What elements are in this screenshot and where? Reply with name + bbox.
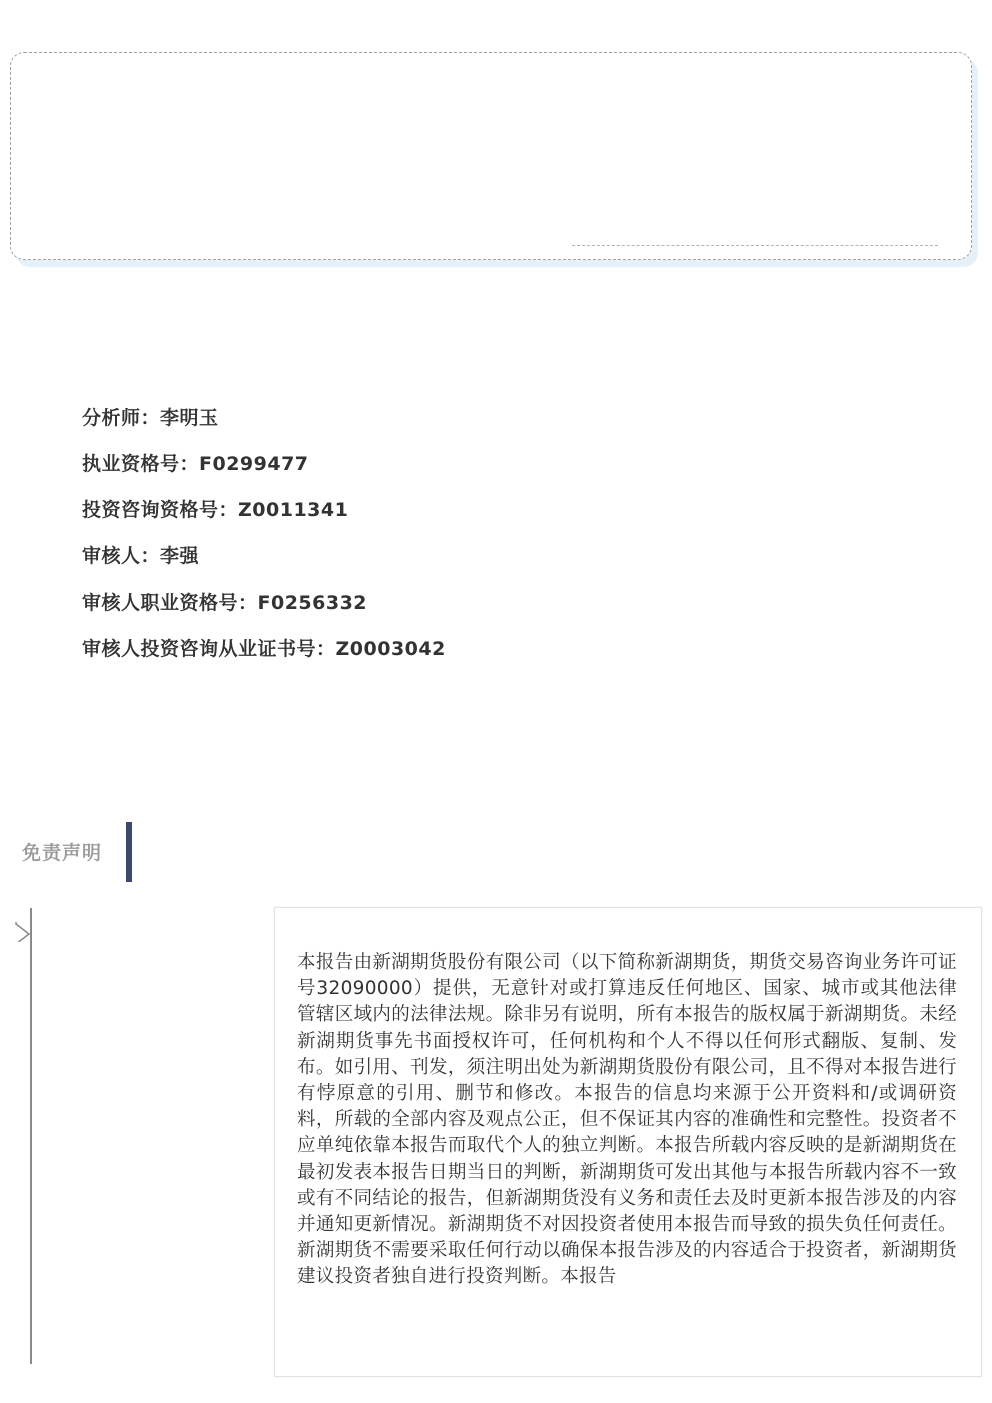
reviewer-license: 审核人职业资格号：F0256332 xyxy=(82,592,368,614)
analyst-consult-license: 投资咨询资格号：Z0011341 xyxy=(82,499,349,521)
analyst-name: 分析师：李明玉 xyxy=(82,407,219,429)
reviewer-name: 审核人：李强 xyxy=(82,545,200,567)
disclaimer-text: 本报告由新湖期货股份有限公司（以下简称新湖期货，期货交易咨询业务许可证号32090000）提供，无意针对或打算违反任何地区、国家、城市或其他法律管辖区域内的法律法规。除非另有说明，所有本报告的版权属于新湖期货。未经新湖期货事先书面授权许可，任何机构和个人不得以任何形式翻版、复制、发布。如引用、刊发，须注明出处为新湖期货股份有限公司，且不得对本报告进行有悖原意的引用、删节和修改。本报告的信息均来源于公开资料和/或调研资料，所载的全部内容及观点公正，但不保证其内容的准确性和完整性。投资者不应单纯依靠本报告而取代个人的独立判断。本报告所载内容反映的是新湖期货在最初发表本报告日期当日的判断，新湖期货可发出其他与本报告所载内容不一致或有不同结论的报告，但新湖期货没有义务和责任去及时更新本报告涉及的内容并通知更新情况。新湖期货不对因投资者使用本报告而导致的损失负任何责任。新湖期货不需要采取任何行动以确保本报告涉及的内容适合于投资者，新湖期货建议投资者独自进行投资判断。本报告 xyxy=(297,952,957,1288)
heading-accent-bar xyxy=(126,822,132,882)
chevron-right-icon xyxy=(14,922,34,942)
header-frame xyxy=(10,52,972,260)
reviewer-cert: 审核人投资咨询从业证书号：Z0003042 xyxy=(82,638,446,660)
header-divider xyxy=(572,245,938,246)
analyst-license: 执业资格号：F0299477 xyxy=(82,453,309,475)
side-timeline-line xyxy=(30,908,32,1364)
disclaimer-heading: 免责声明 xyxy=(22,842,103,864)
